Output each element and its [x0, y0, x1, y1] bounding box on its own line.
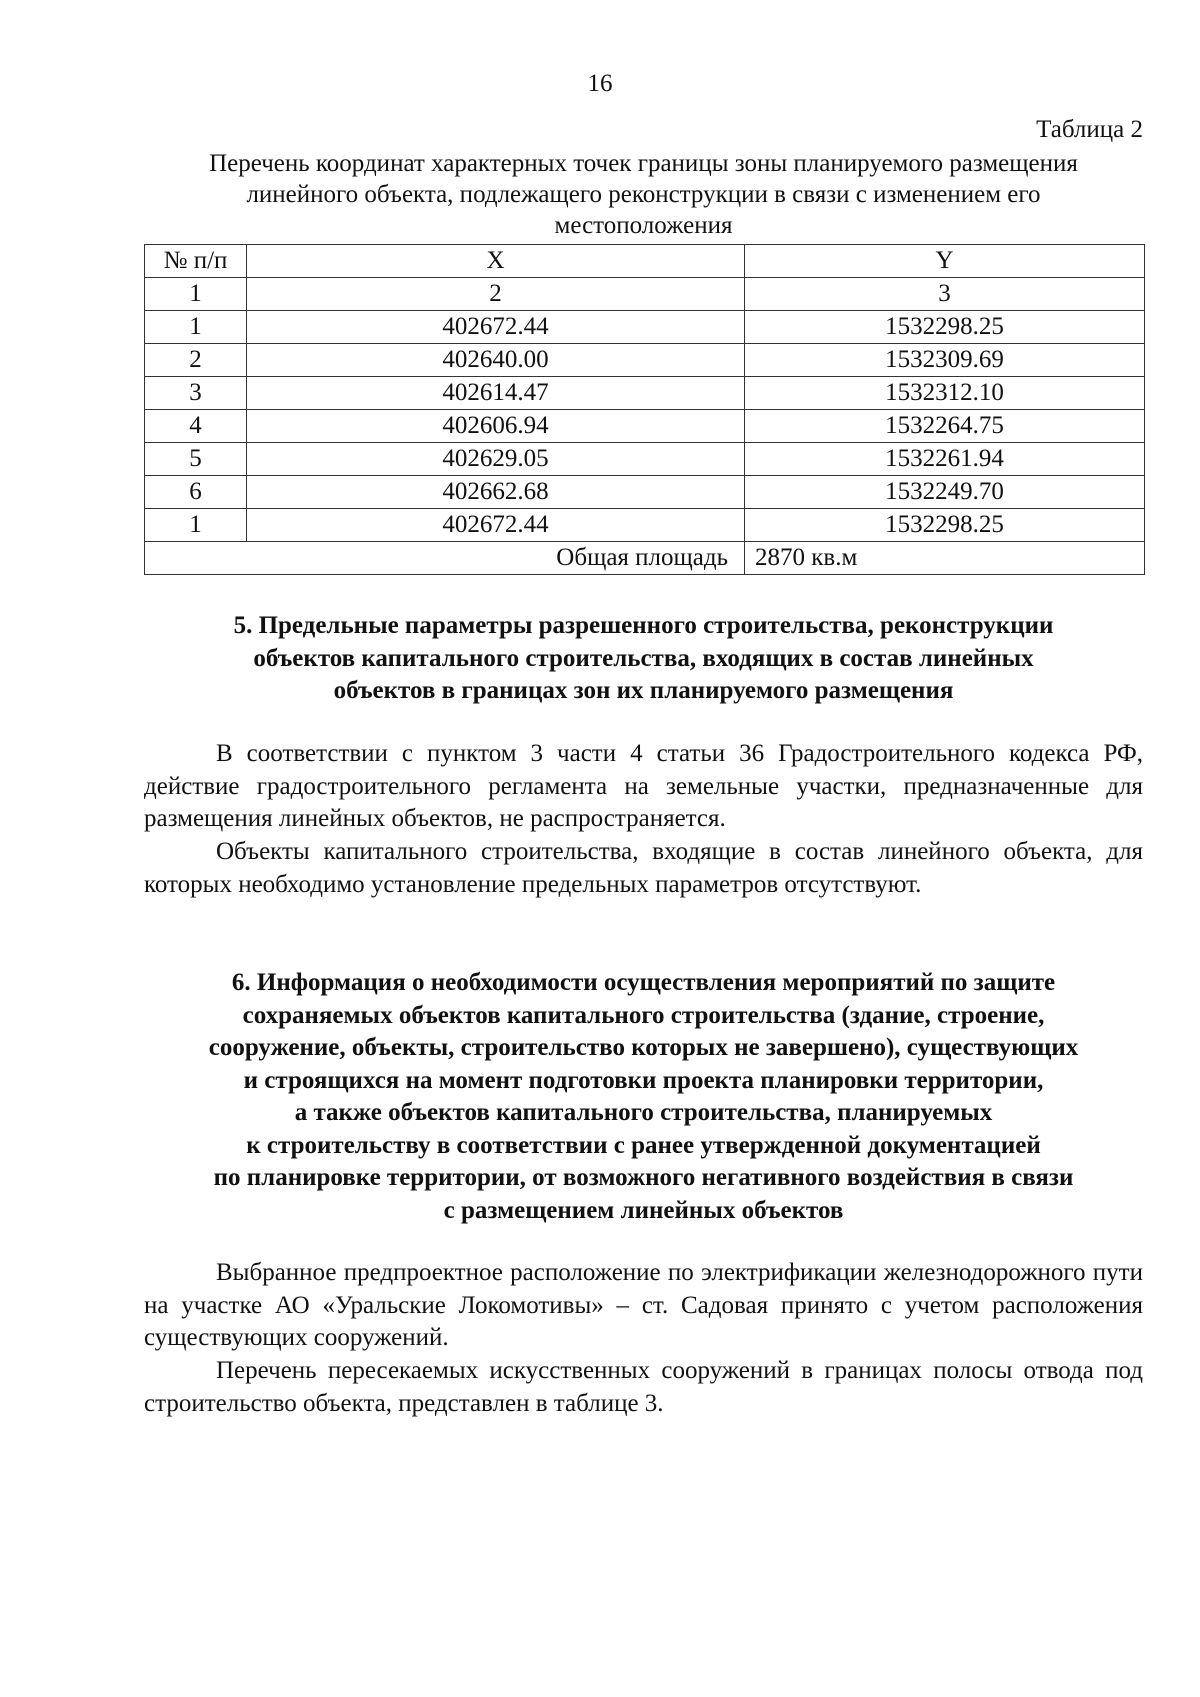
header-x: X [247, 245, 745, 278]
table-row [145, 410, 1145, 443]
coordinates-table [144, 244, 1145, 575]
heading-line: 5. Предельные параметры разрешенного строительства, реконструкции [233, 612, 1054, 639]
table-caption [143, 148, 1144, 241]
x-value: 402614.47 [247, 377, 745, 410]
y-value: 1532298.25 [745, 311, 1145, 344]
y-value: 1532312.10 [745, 377, 1145, 410]
x-value: 402672.44 [247, 509, 745, 542]
heading-line: к строительству в соответствии с ранее утвержденной документацией [246, 1131, 1041, 1159]
section-6-paragraph-1: Выбранное предпроектное расположение по электрификации железнодорожного пути на участке АО «Уральские Локомотивы» – ст. Садовая принято с учетом расположения существующих сооружений. [144, 1259, 1143, 1351]
point-number: 1 [145, 311, 247, 344]
heading-line: а также объектов капитального строительства, планируемых [294, 1099, 993, 1126]
point-number: 1 [145, 509, 247, 542]
heading-line: сооружение, объекты, строительство которых не завершено), существующих [208, 1034, 1079, 1061]
x-value: 402629.05 [247, 443, 745, 476]
table-header-row [145, 245, 1145, 278]
column-number: 1 [145, 278, 247, 311]
section-5-heading [143, 610, 1144, 708]
heading-line: объектов в границах зон их планируемого размещения [333, 677, 954, 704]
caption-line: местоположения [554, 212, 733, 239]
table-row [145, 311, 1145, 344]
y-value: 1532309.69 [745, 344, 1145, 377]
heading-line: объектов капитального строительства, входящих в состав линейных [253, 644, 1034, 672]
total-area-label: Общая площадь [145, 542, 745, 575]
point-number: 5 [145, 443, 247, 476]
page-number: 16 [587, 70, 613, 97]
column-number: 3 [745, 278, 1145, 311]
y-value: 1532249.70 [745, 476, 1145, 509]
header-y: Y [745, 245, 1145, 278]
section-5-paragraph-1: В соответствии с пунктом 3 части 4 статьи 36 Градостроительного кодекса РФ, действие градостроительного регламента на земельные участки, предназначенные для размещения линейных объектов, не распространяется. [144, 740, 1143, 832]
heading-line: сохраняемых объектов капитального строительства (здание, строение, [242, 1001, 1045, 1029]
table-row [145, 443, 1145, 476]
caption-line: Перечень координат характерных точек границы зоны планируемого размещения [209, 150, 1078, 177]
point-number: 2 [145, 344, 247, 377]
x-value: 402662.68 [247, 476, 745, 509]
section-5-paragraph-2: Объекты капитального строительства, входящие в состав линейного объекта, для которых необходимо установление предельных параметров отсутствуют. [144, 838, 1143, 898]
point-number: 3 [145, 377, 247, 410]
y-value: 1532264.75 [745, 410, 1145, 443]
header-number: № п/п [145, 245, 247, 278]
section-6-heading [143, 967, 1144, 1227]
column-number: 2 [247, 278, 745, 311]
point-number: 4 [145, 410, 247, 443]
total-area-row [145, 542, 1145, 575]
caption-line: линейного объекта, подлежащего реконструкции в связи с изменением его [246, 181, 1041, 208]
table-row [145, 509, 1145, 542]
heading-line: по планировке территории, от возможного негативного воздействия в связи [213, 1164, 1074, 1191]
x-value: 402606.94 [247, 410, 745, 443]
x-value: 402672.44 [247, 311, 745, 344]
section-6-paragraph-2: Перечень пересекаемых искусственных сооружений в границах полосы отвода под строительство объекта, представлен в таблице 3. [144, 1357, 1143, 1417]
total-area-value: 2870 кв.м [745, 542, 1145, 575]
table-row [145, 476, 1145, 509]
x-value: 402640.00 [247, 344, 745, 377]
column-number-row [145, 278, 1145, 311]
heading-line: 6. Информация о необходимости осуществления мероприятий по защите [231, 969, 1056, 996]
y-value: 1532298.25 [745, 509, 1145, 542]
heading-line: с размещением линейных объектов [443, 1196, 844, 1224]
table-row [145, 377, 1145, 410]
table-label: Таблица 2 [1036, 116, 1143, 143]
y-value: 1532261.94 [745, 443, 1145, 476]
point-number: 6 [145, 476, 247, 509]
table-row [145, 344, 1145, 377]
heading-line: и строящихся на момент подготовки проекта планировки территории, [243, 1066, 1044, 1094]
